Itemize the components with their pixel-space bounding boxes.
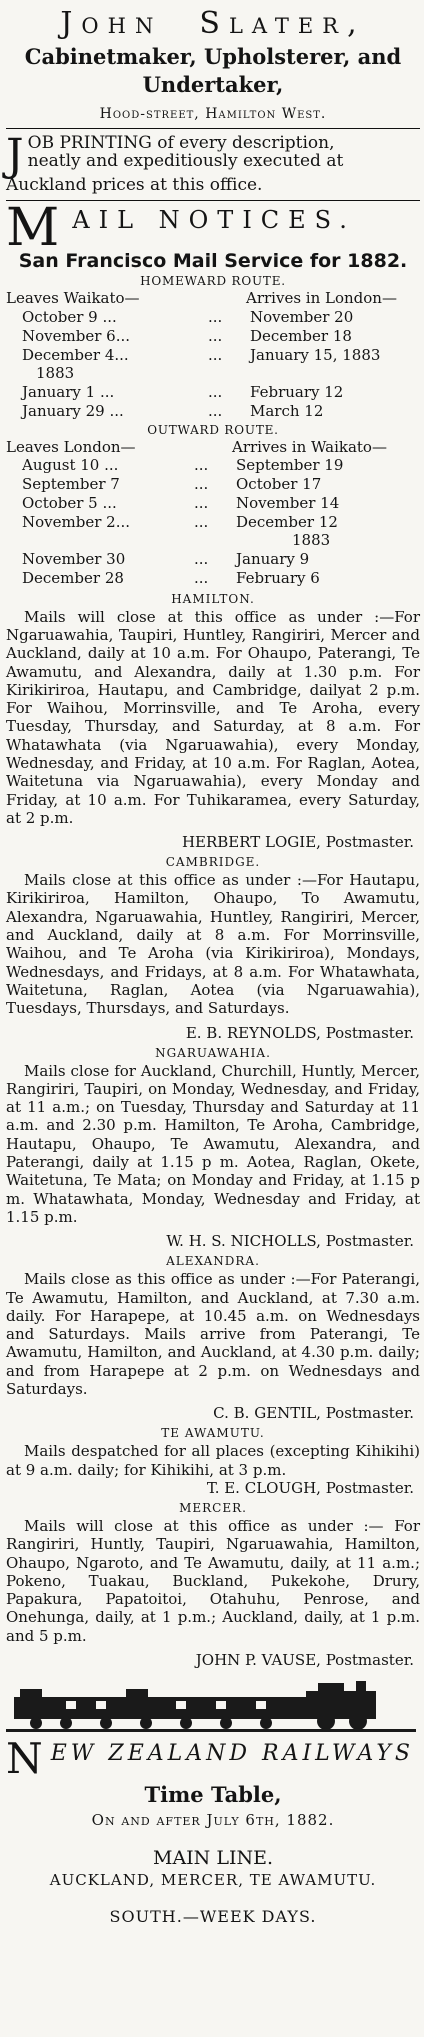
table-row: 1883 bbox=[292, 531, 331, 550]
outward-route-label: OUTWARD ROUTE. bbox=[147, 422, 279, 437]
sf-service-title: San Francisco Mail Service for 1882. bbox=[18, 250, 408, 273]
office-text-ngaruawahia: Mails close for Auckland, Churchill, Huntly, Mercer, Rangiriri, Taupiri, on Monday, Wednesday, and Friday, at 11 a.m.; on Tuesday, Thursday and Saturday at 11 a.m. and 2.30 p.m. Hamilton, Te Aroha, Cambridge, Hautapu, Ohaupo, Te Awamutu, Alexandra, and Paterangi, daily at 1.15 p m. Aotea, Raglan, Okete, Waitetuna, Te Mata; on Monday and Friday, at 1.15 p m. Whatawhata, Monday, Wednesday and Friday, at 1.15 p.m. bbox=[6, 1061, 420, 1226]
advert-address: Hood-street, Hamilton West. bbox=[99, 105, 327, 122]
railways-dropcap: N bbox=[6, 1733, 47, 1783]
time-table-title: Time Table, bbox=[144, 1781, 282, 1807]
job-line2: neatly and expeditiously executed at bbox=[27, 151, 344, 172]
advert-trade-line2: Undertaker, bbox=[142, 72, 284, 98]
office-name-te-awamutu: TE AWAMUTU. bbox=[161, 1426, 265, 1441]
job-dropcap: J bbox=[6, 129, 24, 181]
table-row: January 29 ... ... March 12 bbox=[22, 401, 324, 420]
office-sig-ngaruawahia: W. H. S. NICHOLLS, Postmaster. bbox=[166, 1232, 414, 1251]
train-engraving-icon bbox=[6, 1677, 416, 1733]
office-text-te-awamutu: Mails despatched for all places (excepting Kihikihi) at 9 a.m. daily; for Kihikihi, at 3 p.m. bbox=[6, 1442, 420, 1479]
office-sig-cambridge: E. B. REYNOLDS, Postmaster. bbox=[185, 1023, 414, 1042]
office-name-hamilton: HAMILTON. bbox=[171, 591, 255, 606]
table-row: September 7 ... October 17 bbox=[22, 475, 322, 494]
mail-notices bbox=[6, 198, 420, 1669]
office-text-hamilton: Mails will close at this office as under :—For Ngaruawahia, Taupiri, Huntley, Rangiriri, Mercer and Auckland, daily at 10 a.m. For Ohaupo, Paterangi, Te Awamutu, and Alexandra, daily at 1.30 p.m. For Kirikiriroa, Hautapu, and Cambridge, dailyat 2 p.m. For Waihou, Morrinsville, and Te Aroha, every Tuesday, Thursday, and Saturday, at 8 a.m. For Whatawhata (via Ngaruawahia), every Monday, Wednesday, and Friday, at 10 a.m. For Raglan, Aotea, Waitetuna via Ngaruawahia), every Monday and Friday, at 10 a.m. For Tuhikaramea, every Saturday, at 2 p.m. bbox=[6, 607, 420, 827]
office-sig-hamilton: HERBERT LOGIE, Postmaster. bbox=[181, 833, 414, 852]
office-text-mercer: Mails will close at this office as under :— For Rangiriri, Huntly, Taupiri, Ngaruawahia, Hamilton, Ohaupo, Ngaroto, and Te Awamutu, daily, at 11 a.m.; Pokeno, Tuakau, Buckland, Pukekohe, Drury, Papakura, Papatoitoi, Otahuhu, Penrose, and Onehunga, daily, at 1 p.m.; Auckland, daily, at 1 p.m. and 5 p.m. bbox=[6, 1516, 420, 1645]
table-row: December 28 ... February 6 bbox=[22, 568, 320, 587]
table-row: December 4... ... January 15, 1883 bbox=[22, 345, 381, 364]
mail-title: AIL NOTICES. bbox=[72, 206, 356, 235]
office-sig-te-awamutu: T. E. CLOUGH, Postmaster. bbox=[206, 1478, 414, 1497]
outward-table bbox=[6, 438, 416, 588]
main-line-route: AUCKLAND, MERCER, TE AWAMUTU. bbox=[49, 1870, 377, 1889]
mail-notices-heading bbox=[6, 198, 420, 259]
railways-notice bbox=[6, 1733, 420, 1926]
office-text-alexandra: Mails close as this office as under :—For Paterangi, Te Awamutu, Hamilton, and Auckland, at 7.30 a.m. daily. For Harapepe, at 10.45 a.m. on Wednesdays and Saturdays. Mails arrive from Paterangi, Te Awamutu, Hamilton, and Auckland, at 4.30 p.m. daily; and from Harapepe at 2 p.m. on Wednesdays and Saturdays. bbox=[6, 1270, 420, 1399]
advert-trade-line1: Cabinetmaker, Upholsterer, and bbox=[24, 44, 402, 69]
table-row: 1883 bbox=[36, 364, 75, 383]
time-table-effective: On and after July 6th, 1882. bbox=[91, 1810, 335, 1829]
table-header-row bbox=[6, 289, 416, 308]
office-sig-alexandra: C. B. GENTIL, Postmaster. bbox=[213, 1404, 414, 1423]
table-row: October 9 ... ... November 20 bbox=[22, 308, 354, 327]
table-header-row bbox=[6, 438, 416, 457]
railways-title: EW ZEALAND RAILWAYS bbox=[50, 1740, 414, 1766]
divider bbox=[6, 200, 420, 201]
table-row: November 30 ... January 9 bbox=[22, 550, 310, 569]
slater-advertisement bbox=[6, 6, 420, 122]
job-line3: Auckland prices at this office. bbox=[6, 174, 263, 195]
table-row: January 1 ... ... February 12 bbox=[22, 383, 344, 402]
homeward-table bbox=[6, 289, 416, 420]
table-row: November 6... ... December 18 bbox=[22, 326, 352, 345]
table-row: August 10 ... ... September 19 bbox=[22, 456, 344, 475]
job-printing-notice bbox=[6, 129, 420, 195]
homeward-head-left: Leaves Waikato— bbox=[6, 289, 140, 308]
office-name-ngaruawahia: NGARUAWAHIA. bbox=[155, 1045, 271, 1060]
train-illustration bbox=[6, 1677, 420, 1733]
office-text-cambridge: Mails close at this office as under :—For Hautapu, Kirikiriroa, Hamilton, Ohaupo, To Awamutu, Alexandra, Ngaruawahia, Huntley, Rangiriri, Mercer, and Auckland, daily at 8 a.m. For Morrinsville, Waihou, and Te Aroha (via Kirikiriroa), Mondays, Wednesdays, and Fridays, at 8 a.m. For Whatawhata, Waitetuna, Raglan, Aotea (via Ngaruawahia), Tuesdays, Thursdays, and Saturdays. bbox=[6, 871, 420, 1018]
office-name-mercer: MERCER. bbox=[179, 1500, 247, 1515]
office-name-cambridge: CAMBRIDGE. bbox=[165, 855, 261, 870]
divider bbox=[6, 128, 420, 129]
mail-dropcap: M bbox=[6, 198, 69, 259]
railways-heading bbox=[6, 1733, 420, 1783]
job-line1: OB PRINTING of every description, bbox=[27, 132, 335, 153]
advert-name bbox=[6, 6, 420, 41]
outward-head-right: Arrives in Waikato— bbox=[232, 437, 387, 456]
homeward-route-label: HOMEWARD ROUTE. bbox=[140, 274, 286, 289]
homeward-head-right: Arrives in London— bbox=[246, 289, 397, 308]
south-week-days: SOUTH.—WEEK DAYS. bbox=[109, 1906, 317, 1926]
outward-head-left: Leaves London— bbox=[6, 437, 136, 456]
table-row: November 2... ... December 12 bbox=[22, 512, 338, 531]
office-sig-mercer: JOHN P. VAUSE, Postmaster. bbox=[195, 1650, 414, 1669]
office-name-alexandra: ALEXANDRA. bbox=[166, 1254, 260, 1269]
table-row: October 5 ... ... November 14 bbox=[22, 493, 340, 512]
advert-name-first: John bbox=[60, 6, 163, 41]
advert-name-last: Slater, bbox=[199, 6, 366, 41]
main-line-title: MAIN LINE. bbox=[152, 1846, 273, 1869]
